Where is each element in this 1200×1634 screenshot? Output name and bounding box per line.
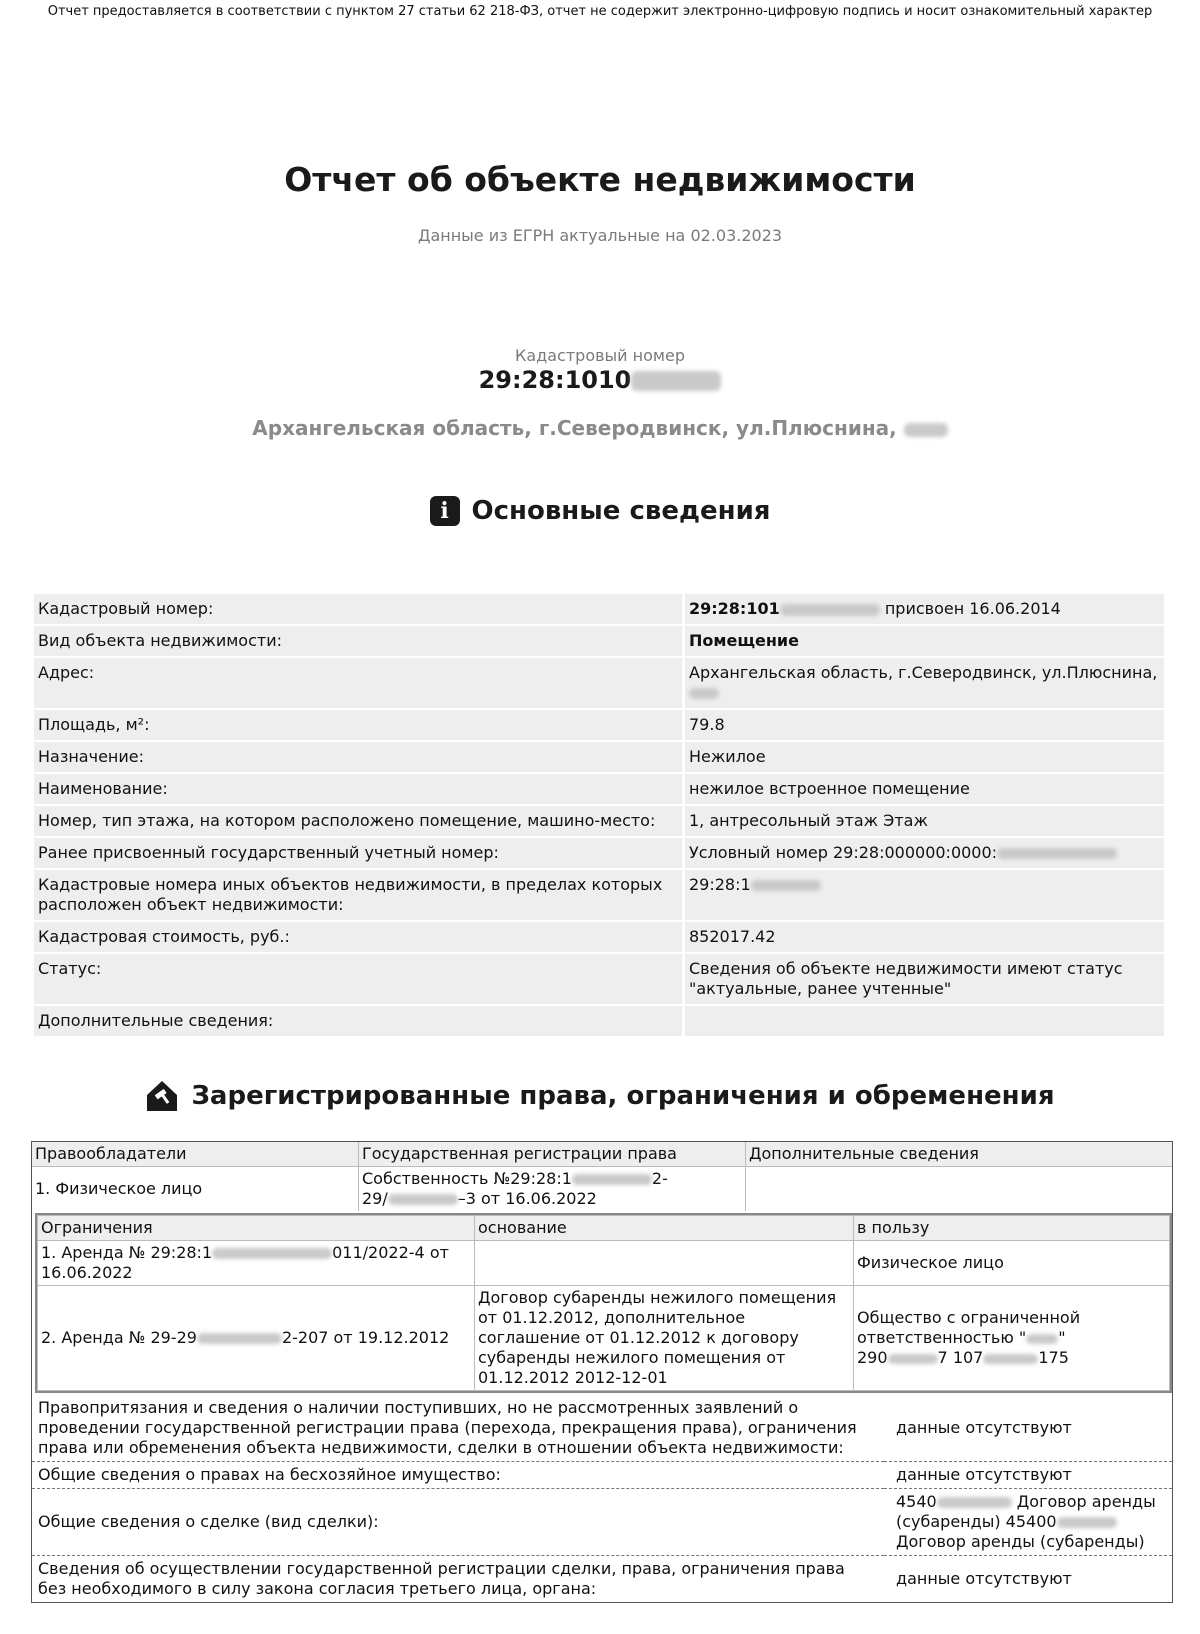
- cadastral-number-text: 29:28:1010: [478, 366, 632, 394]
- extra-info-table: [32, 1395, 1172, 1602]
- favor-cell: Физическое лицо: [854, 1241, 1170, 1286]
- favor-text: 175: [1038, 1348, 1069, 1367]
- restriction-text: 2. Аренда № 29-29: [41, 1328, 197, 1347]
- extra-key: Сведения об осуществлении государственной регистрации сделки, права, ограничения права без необходимого в силу закона согласия третьего лица, органа:: [38, 1559, 845, 1598]
- redacted-mark: [888, 1354, 938, 1364]
- col-header: Государственная регистрации права: [359, 1142, 746, 1167]
- extra-key: Общие сведения о правах на бесхозяйное имущество:: [32, 1462, 884, 1489]
- col-header: Правообладатели: [32, 1142, 359, 1167]
- info-row: [34, 774, 1164, 804]
- redacted-mark: [1057, 1517, 1117, 1528]
- favor-text: ": [1058, 1328, 1066, 1347]
- info-value: [685, 838, 1164, 868]
- info-value-text: Архангельская область, г.Северодвинск, ул.Плюснина,: [689, 663, 1158, 682]
- info-value-text: 29:28:1: [689, 875, 751, 894]
- info-value-text: присвоен 16.06.2014: [879, 599, 1061, 618]
- info-key: Вид объекта недвижимости:: [34, 626, 685, 656]
- info-value: [685, 870, 1164, 920]
- additional-cell: [746, 1167, 1173, 1212]
- info-row: [34, 742, 1164, 772]
- col-header: Дополнительные сведения: [746, 1142, 1173, 1167]
- favor-text: 7 107: [937, 1348, 984, 1367]
- house-hammer-icon: [145, 1079, 179, 1113]
- redacted-mark: [780, 604, 880, 616]
- page-subtitle: Данные из ЕГРН актуальные на 02.03.2023: [417, 226, 783, 245]
- info-icon: i: [430, 496, 460, 526]
- cadastral-number: [0, 366, 1200, 394]
- rights-header-row: [32, 1142, 1172, 1167]
- favor-text: 290: [857, 1348, 888, 1367]
- redacted-mark: [997, 848, 1117, 859]
- info-row: [34, 806, 1164, 836]
- info-key: Дополнительные сведения:: [34, 1006, 685, 1036]
- extra-value: [884, 1489, 1172, 1556]
- extra-key: Правопритязания и сведения о наличии поступивших, но не рассмотренных заявлений о проведении государственной регистрации права (перехода, прекращения права), ограничения права или обременения объекта недвижимости, сделки в отношении объекта недвижимости:: [32, 1395, 884, 1462]
- redacted-mark: [631, 371, 721, 391]
- extra-value: данные отсутствуют: [896, 1569, 1072, 1588]
- disclaimer-text: Отчет предоставляется в соответствии с пунктом 27 статьи 62 218-ФЗ, отчет не содержит электронно-цифровую подпись и носит ознакомительный характер: [47, 4, 1153, 19]
- redacted-mark: [983, 1354, 1038, 1364]
- info-key: Площадь, м²:: [34, 710, 685, 740]
- info-value: 79.8: [685, 710, 1164, 740]
- registration-text: Собственность №29:28:1: [362, 1169, 572, 1188]
- page-title: Отчет об объекте недвижимости: [284, 160, 916, 199]
- info-row: [34, 870, 1164, 920]
- redacted-mark: [388, 1194, 458, 1205]
- info-value: [685, 1006, 1164, 1036]
- redacted-mark: [904, 423, 948, 437]
- info-row: [34, 838, 1164, 868]
- info-value: нежилое встроенное помещение: [685, 774, 1164, 804]
- info-value: 1, антресольный этаж Этаж: [685, 806, 1164, 836]
- info-key: Наименование:: [34, 774, 685, 804]
- restrictions-table: [35, 1213, 1172, 1393]
- col-header: в пользу: [854, 1216, 1170, 1241]
- registration-text: 29/: [362, 1189, 388, 1208]
- redacted-mark: [212, 1248, 332, 1259]
- info-row: [34, 626, 1164, 656]
- info-key: Адрес:: [34, 658, 685, 708]
- restriction-text: 2-207 от 19.12.2012: [281, 1328, 450, 1347]
- restriction-text: 011/2022-4 от 16.06.2022: [41, 1243, 449, 1282]
- info-key: Кадастровый номер:: [34, 594, 685, 624]
- redacted-mark: [1026, 1334, 1058, 1344]
- extra-row: [32, 1395, 1172, 1462]
- info-value: [685, 594, 1164, 624]
- rights-title: Зарегистрированные права, ограничения и обременения: [191, 1081, 1055, 1111]
- rights-heading: [0, 1079, 1200, 1113]
- address-heading: [0, 416, 1200, 440]
- redacted-mark: [937, 1497, 1012, 1508]
- info-row: [34, 710, 1164, 740]
- info-value-bold: Помещение: [689, 631, 799, 650]
- extra-row: [32, 1556, 1172, 1603]
- favor-text: Общество с ограниченной ответственностью ": [857, 1308, 1081, 1347]
- info-value: [685, 658, 1164, 708]
- info-value-bold: 29:28:101: [689, 599, 780, 618]
- favor-cell: [854, 1286, 1170, 1391]
- col-header: основание: [475, 1216, 854, 1241]
- redacted-mark: [751, 880, 821, 891]
- extra-key: Общие сведения о сделке (вид сделки):: [32, 1489, 884, 1556]
- basis-cell: [475, 1241, 854, 1286]
- info-key: Кадастровая стоимость, руб.:: [34, 922, 685, 952]
- extra-value: данные отсутствуют: [884, 1395, 1172, 1462]
- info-value: [685, 626, 1164, 656]
- info-row: [34, 658, 1164, 708]
- main-info-heading: [0, 496, 1200, 526]
- rights-row: [32, 1167, 1172, 1212]
- info-value: Нежилое: [685, 742, 1164, 772]
- extra-value-text: Договор аренды (субаренды) 45400: [896, 1492, 1156, 1531]
- restriction-cell: [38, 1286, 475, 1391]
- extra-value-text: 4540: [896, 1492, 937, 1511]
- restriction-row: [38, 1286, 1170, 1391]
- restriction-cell: [38, 1241, 475, 1286]
- extra-value-text: Договор аренды (субаренды): [896, 1532, 1145, 1551]
- info-key: Статус:: [34, 954, 685, 1004]
- restriction-text: 1. Аренда № 29:28:1: [41, 1243, 213, 1262]
- info-value: 852017.42: [685, 922, 1164, 952]
- info-row: [34, 922, 1164, 952]
- cadastral-label: Кадастровый номер: [515, 346, 685, 365]
- rights-table: [31, 1141, 1173, 1603]
- main-info-table: [34, 592, 1164, 1038]
- redacted-mark: [689, 688, 719, 699]
- extra-value: данные отсутствуют: [884, 1462, 1172, 1489]
- address-text: Архангельская область, г.Северодвинск, ул.Плюснина,: [252, 416, 897, 440]
- registration-text: 2-: [651, 1169, 668, 1188]
- info-key: Ранее присвоенный государственный учетный номер:: [34, 838, 685, 868]
- redacted-mark: [197, 1333, 282, 1344]
- extra-row: [32, 1462, 1172, 1489]
- basis-cell: Договор субаренды нежилого помещения от 01.12.2012, дополнительное соглашение от 01.12.2012 к договору субаренды нежилого помещения от 01.12.2012 2012-12-01: [475, 1286, 854, 1391]
- info-value: Сведения об объекте недвижимости имеют статус "актуальные, ранее учтенные": [685, 954, 1164, 1004]
- info-key: Назначение:: [34, 742, 685, 772]
- info-key: Кадастровые номера иных объектов недвижимости, в пределах которых расположен объект недвижимости:: [34, 870, 685, 920]
- restrictions-header-row: [38, 1216, 1170, 1241]
- registration-text: –3 от 16.06.2022: [457, 1189, 597, 1208]
- info-key: Номер, тип этажа, на котором расположено помещение, машино-место:: [34, 806, 685, 836]
- redacted-mark: [572, 1174, 652, 1185]
- holder-cell: 1. Физическое лицо: [35, 1179, 203, 1198]
- registration-cell: [359, 1167, 746, 1212]
- info-value-text: Условный номер 29:28:000000:0000:: [689, 843, 998, 862]
- info-row: [34, 954, 1164, 1004]
- info-row: [34, 1006, 1164, 1036]
- info-row: [34, 594, 1164, 624]
- extra-row: [32, 1489, 1172, 1556]
- col-header: Ограничения: [38, 1216, 475, 1241]
- main-info-title: Основные сведения: [471, 496, 771, 526]
- restriction-row: [38, 1241, 1170, 1286]
